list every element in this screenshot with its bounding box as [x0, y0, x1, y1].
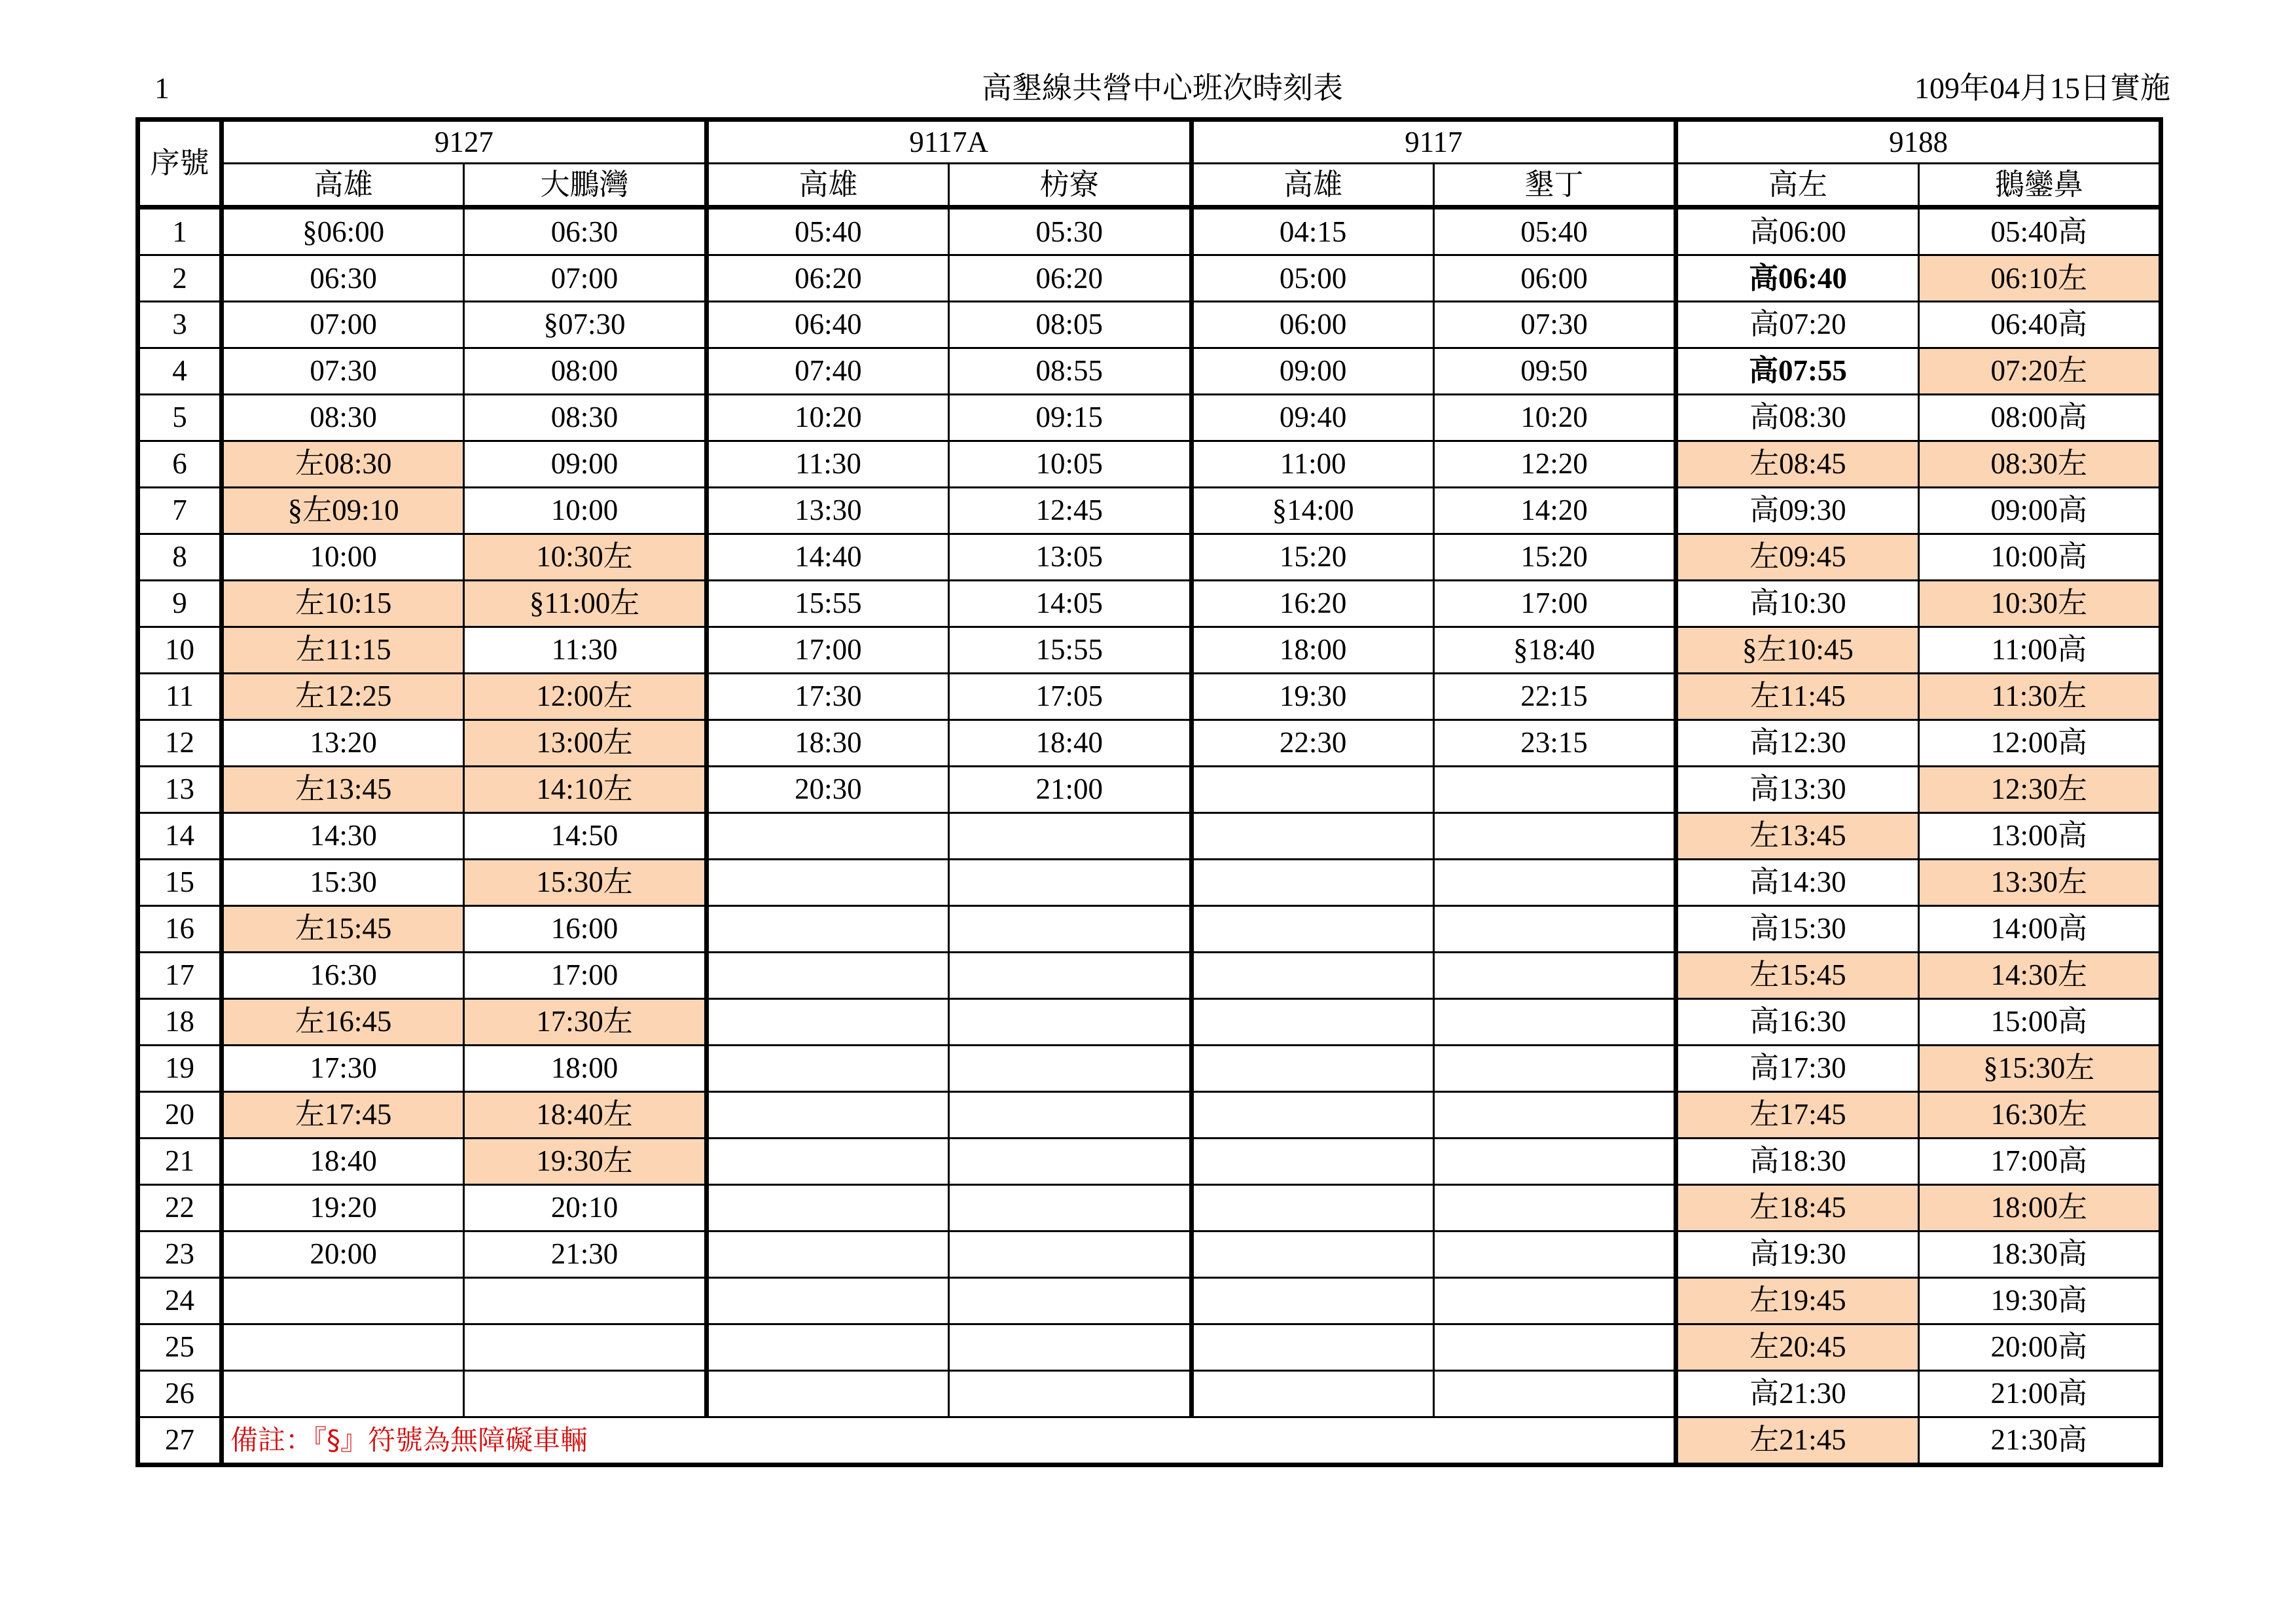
seq-cell: 10 — [138, 627, 222, 673]
time-cell — [1191, 1091, 1433, 1138]
time-cell: 14:20 — [1433, 487, 1676, 534]
time-cell: §18:40 — [1433, 627, 1676, 673]
table-row — [138, 208, 2161, 255]
time-cell: 12:45 — [949, 487, 1191, 534]
time-cell — [949, 998, 1191, 1045]
time-cell: 10:30左 — [464, 534, 706, 580]
time-cell: 12:30左 — [1918, 766, 2161, 812]
time-cell — [706, 1184, 948, 1231]
time-cell: 11:30 — [464, 627, 706, 673]
seq-cell: 22 — [138, 1184, 222, 1231]
time-cell — [706, 1138, 948, 1184]
time-cell: 23:15 — [1433, 720, 1676, 766]
time-cell: 18:00左 — [1918, 1184, 2161, 1231]
time-cell: 左10:15 — [222, 580, 464, 627]
time-cell: 17:30 — [222, 1045, 464, 1091]
time-cell: 09:00 — [1191, 348, 1433, 394]
time-cell: 15:30左 — [464, 859, 706, 905]
time-cell: 12:20 — [1433, 441, 1676, 487]
time-cell: 10:20 — [1433, 394, 1676, 441]
time-cell: 15:20 — [1191, 534, 1433, 580]
time-cell — [706, 1324, 948, 1370]
time-cell: 14:05 — [949, 580, 1191, 627]
time-cell: 17:05 — [949, 673, 1191, 720]
time-cell: 高08:30 — [1676, 394, 1918, 441]
route-header: 9117 — [1191, 120, 1676, 164]
time-cell: 左12:25 — [222, 673, 464, 720]
table-row — [138, 1138, 2161, 1184]
table-row — [138, 673, 2161, 720]
time-cell: 左11:45 — [1676, 673, 1918, 720]
seq-cell: 15 — [138, 859, 222, 905]
time-cell — [1191, 1370, 1433, 1417]
stop-header: 高雄 — [1191, 164, 1433, 208]
time-cell: 08:30 — [464, 394, 706, 441]
table-row — [138, 1370, 2161, 1417]
time-cell — [464, 1277, 706, 1324]
seq-cell: 6 — [138, 441, 222, 487]
time-cell: 高19:30 — [1676, 1231, 1918, 1277]
time-cell: 07:20左 — [1918, 348, 2161, 394]
seq-cell: 23 — [138, 1231, 222, 1277]
time-cell: 18:40 — [949, 720, 1191, 766]
time-cell — [949, 1138, 1191, 1184]
time-cell — [949, 1184, 1191, 1231]
table-row — [138, 1045, 2161, 1091]
time-cell: 18:30 — [706, 720, 948, 766]
time-cell: 14:40 — [706, 534, 948, 580]
time-cell — [949, 812, 1191, 859]
time-cell: 左17:45 — [222, 1091, 464, 1138]
table-row — [138, 905, 2161, 952]
time-cell: 20:00 — [222, 1231, 464, 1277]
seq-cell: 7 — [138, 487, 222, 534]
time-cell — [1191, 1324, 1433, 1370]
time-cell: 14:00高 — [1918, 905, 2161, 952]
timetable — [135, 117, 2163, 1467]
time-cell: 左20:45 — [1676, 1324, 1918, 1370]
seq-cell: 11 — [138, 673, 222, 720]
time-cell: 17:30 — [706, 673, 948, 720]
time-cell — [1191, 1045, 1433, 1091]
time-cell: 17:30左 — [464, 998, 706, 1045]
route-header: 9188 — [1676, 120, 2161, 164]
time-cell: 左08:45 — [1676, 441, 1918, 487]
time-cell: §左10:45 — [1676, 627, 1918, 673]
time-cell: 21:30高 — [1918, 1417, 2161, 1465]
time-cell: 17:00 — [464, 952, 706, 998]
time-cell — [1433, 1370, 1676, 1417]
time-cell: 高07:55 — [1676, 348, 1918, 394]
time-cell: 13:00左 — [464, 720, 706, 766]
time-cell: 19:30左 — [464, 1138, 706, 1184]
time-cell: 16:00 — [464, 905, 706, 952]
time-cell: 左19:45 — [1676, 1277, 1918, 1324]
seq-cell: 13 — [138, 766, 222, 812]
time-cell — [1433, 1138, 1676, 1184]
time-cell: 高06:40 — [1676, 255, 1918, 302]
time-cell: 高09:30 — [1676, 487, 1918, 534]
route-header: 9117A — [706, 120, 1191, 164]
table-row — [138, 255, 2161, 302]
time-cell — [1191, 766, 1433, 812]
seq-cell: 25 — [138, 1324, 222, 1370]
time-cell: 高18:30 — [1676, 1138, 1918, 1184]
table-row — [138, 1324, 2161, 1370]
time-cell — [706, 859, 948, 905]
time-cell — [1433, 859, 1676, 905]
table-row — [138, 766, 2161, 812]
time-cell — [706, 952, 948, 998]
time-cell: 15:20 — [1433, 534, 1676, 580]
time-cell: 15:00高 — [1918, 998, 2161, 1045]
table-row — [138, 998, 2161, 1045]
time-cell — [222, 1277, 464, 1324]
time-cell: 09:00高 — [1918, 487, 2161, 534]
seq-cell: 16 — [138, 905, 222, 952]
time-cell: 22:30 — [1191, 720, 1433, 766]
time-cell: 左15:45 — [222, 905, 464, 952]
time-cell — [1191, 1277, 1433, 1324]
time-cell: 06:30 — [222, 255, 464, 302]
time-cell: 15:55 — [706, 580, 948, 627]
time-cell: 06:20 — [949, 255, 1191, 302]
stop-header-row — [138, 164, 2161, 208]
seq-cell: 26 — [138, 1370, 222, 1417]
table-row — [138, 859, 2161, 905]
time-cell: 09:00 — [464, 441, 706, 487]
seq-cell: 8 — [138, 534, 222, 580]
time-cell — [1433, 905, 1676, 952]
time-cell: 14:10左 — [464, 766, 706, 812]
time-cell: 11:00 — [1191, 441, 1433, 487]
time-cell: 09:40 — [1191, 394, 1433, 441]
time-cell: 08:05 — [949, 302, 1191, 348]
time-cell — [1433, 1091, 1676, 1138]
time-cell — [1433, 812, 1676, 859]
seq-cell: 18 — [138, 998, 222, 1045]
table-row — [138, 394, 2161, 441]
time-cell: 10:00 — [464, 487, 706, 534]
time-cell: 左18:45 — [1676, 1184, 1918, 1231]
time-cell: 左15:45 — [1676, 952, 1918, 998]
time-cell: 06:30 — [464, 208, 706, 255]
time-cell: 05:40高 — [1918, 208, 2161, 255]
seq-cell: 20 — [138, 1091, 222, 1138]
stop-header: 枋寮 — [949, 164, 1191, 208]
time-cell: 16:30左 — [1918, 1091, 2161, 1138]
time-cell: 20:30 — [706, 766, 948, 812]
time-cell: 08:00高 — [1918, 394, 2161, 441]
time-cell: 09:50 — [1433, 348, 1676, 394]
time-cell — [949, 1324, 1191, 1370]
time-cell: 18:40左 — [464, 1091, 706, 1138]
time-cell: 16:20 — [1191, 580, 1433, 627]
time-cell — [706, 905, 948, 952]
page-number: 1 — [154, 71, 170, 105]
time-cell: 21:30 — [464, 1231, 706, 1277]
time-cell — [1433, 1045, 1676, 1091]
time-cell: 11:30 — [706, 441, 948, 487]
table-row — [138, 627, 2161, 673]
seq-cell: 17 — [138, 952, 222, 998]
time-cell: 21:00 — [949, 766, 1191, 812]
time-cell: 08:55 — [949, 348, 1191, 394]
time-cell: 19:30高 — [1918, 1277, 2161, 1324]
time-cell — [949, 1091, 1191, 1138]
time-cell: 05:30 — [949, 208, 1191, 255]
time-cell: 18:30高 — [1918, 1231, 2161, 1277]
time-cell — [1191, 1231, 1433, 1277]
time-cell: 左17:45 — [1676, 1091, 1918, 1138]
time-cell: 左21:45 — [1676, 1417, 1918, 1465]
time-cell — [949, 859, 1191, 905]
time-cell: 19:20 — [222, 1184, 464, 1231]
time-cell: 18:40 — [222, 1138, 464, 1184]
time-cell — [706, 1277, 948, 1324]
time-cell: 左09:45 — [1676, 534, 1918, 580]
seq-cell: 9 — [138, 580, 222, 627]
time-cell: 高16:30 — [1676, 998, 1918, 1045]
time-cell: 07:30 — [222, 348, 464, 394]
time-cell — [1191, 1184, 1433, 1231]
time-cell — [949, 1370, 1191, 1417]
seq-cell: 24 — [138, 1277, 222, 1324]
time-cell — [949, 1231, 1191, 1277]
time-cell: 高07:20 — [1676, 302, 1918, 348]
seq-cell: 27 — [138, 1417, 222, 1465]
time-cell: 22:15 — [1433, 673, 1676, 720]
time-cell — [1191, 812, 1433, 859]
time-cell: 14:30 — [222, 812, 464, 859]
time-cell: 05:00 — [1191, 255, 1433, 302]
time-cell: 07:00 — [464, 255, 706, 302]
seq-header: 序號 — [138, 120, 222, 208]
time-cell — [1433, 1324, 1676, 1370]
time-cell: 20:00高 — [1918, 1324, 2161, 1370]
time-cell: 07:30 — [1433, 302, 1676, 348]
time-cell: §14:00 — [1191, 487, 1433, 534]
table-row — [138, 812, 2161, 859]
seq-cell: 1 — [138, 208, 222, 255]
time-cell: 06:20 — [706, 255, 948, 302]
time-cell: 06:00 — [1191, 302, 1433, 348]
time-cell — [706, 1045, 948, 1091]
stop-header: 墾丁 — [1433, 164, 1676, 208]
time-cell: 08:30 — [222, 394, 464, 441]
time-cell: 10:20 — [706, 394, 948, 441]
time-cell: 左13:45 — [1676, 812, 1918, 859]
table-row — [138, 1417, 2161, 1465]
time-cell: 14:50 — [464, 812, 706, 859]
table-row — [138, 1277, 2161, 1324]
page-header — [154, 65, 2170, 111]
time-cell: §11:00左 — [464, 580, 706, 627]
time-cell: 左11:15 — [222, 627, 464, 673]
table-row — [138, 1231, 2161, 1277]
time-cell: 09:15 — [949, 394, 1191, 441]
time-cell — [1191, 859, 1433, 905]
time-cell: 13:20 — [222, 720, 464, 766]
time-cell — [1433, 952, 1676, 998]
time-cell: 左16:45 — [222, 998, 464, 1045]
time-cell: 06:00 — [1433, 255, 1676, 302]
seq-cell: 2 — [138, 255, 222, 302]
time-cell: 高06:00 — [1676, 208, 1918, 255]
seq-cell: 19 — [138, 1045, 222, 1091]
timetable-body — [138, 208, 2161, 1465]
time-cell: 18:00 — [1191, 627, 1433, 673]
time-cell: 04:15 — [1191, 208, 1433, 255]
time-cell: 10:00 — [222, 534, 464, 580]
seq-cell: 3 — [138, 302, 222, 348]
stop-header: 高雄 — [706, 164, 948, 208]
table-row — [138, 534, 2161, 580]
page-title: 高墾線共營中心班次時刻表 — [982, 71, 1343, 105]
time-cell: 15:55 — [949, 627, 1191, 673]
time-cell — [949, 1277, 1191, 1324]
table-row — [138, 441, 2161, 487]
time-cell: 06:10左 — [1918, 255, 2161, 302]
time-cell: 12:00左 — [464, 673, 706, 720]
table-row — [138, 580, 2161, 627]
time-cell: 08:00 — [464, 348, 706, 394]
time-cell: 10:00高 — [1918, 534, 2161, 580]
time-cell: 高13:30 — [1676, 766, 1918, 812]
time-cell — [949, 952, 1191, 998]
route-header: 9127 — [222, 120, 707, 164]
time-cell — [222, 1370, 464, 1417]
table-row — [138, 1184, 2161, 1231]
time-cell: 11:00高 — [1918, 627, 2161, 673]
stop-header: 鵝鑾鼻 — [1918, 164, 2161, 208]
seq-cell: 4 — [138, 348, 222, 394]
table-row — [138, 720, 2161, 766]
route-header-row — [138, 120, 2161, 164]
time-cell: 13:00高 — [1918, 812, 2161, 859]
time-cell: 05:40 — [706, 208, 948, 255]
time-cell — [706, 1231, 948, 1277]
time-cell: 18:00 — [464, 1045, 706, 1091]
time-cell: 06:40 — [706, 302, 948, 348]
effective-date: 109年04月15日實施 — [1914, 71, 2170, 105]
time-cell: 左13:45 — [222, 766, 464, 812]
table-row — [138, 348, 2161, 394]
time-cell: 高15:30 — [1676, 905, 1918, 952]
time-cell: 10:05 — [949, 441, 1191, 487]
time-cell — [1191, 952, 1433, 998]
seq-cell: 5 — [138, 394, 222, 441]
time-cell — [464, 1370, 706, 1417]
time-cell: 21:00高 — [1918, 1370, 2161, 1417]
stop-header: 大鵬灣 — [464, 164, 706, 208]
table-row — [138, 302, 2161, 348]
time-cell: 17:00 — [1433, 580, 1676, 627]
table-row — [138, 487, 2161, 534]
footnote: 備註：『§』符號為無障礙車輛 — [222, 1417, 1676, 1465]
time-cell: 05:40 — [1433, 208, 1676, 255]
time-cell — [949, 1045, 1191, 1091]
time-cell: 13:30左 — [1918, 859, 2161, 905]
time-cell: 高10:30 — [1676, 580, 1918, 627]
time-cell: 14:30左 — [1918, 952, 2161, 998]
time-cell — [1433, 1184, 1676, 1231]
time-cell: 13:30 — [706, 487, 948, 534]
time-cell: §左09:10 — [222, 487, 464, 534]
time-cell — [706, 1091, 948, 1138]
time-cell: 07:00 — [222, 302, 464, 348]
seq-cell: 12 — [138, 720, 222, 766]
time-cell — [1433, 1231, 1676, 1277]
time-cell: 高12:30 — [1676, 720, 1918, 766]
time-cell — [706, 812, 948, 859]
time-cell — [1433, 998, 1676, 1045]
time-cell: 13:05 — [949, 534, 1191, 580]
seq-cell: 21 — [138, 1138, 222, 1184]
time-cell: 08:30左 — [1918, 441, 2161, 487]
seq-cell: 14 — [138, 812, 222, 859]
time-cell: §06:00 — [222, 208, 464, 255]
time-cell — [1433, 1277, 1676, 1324]
time-cell: 12:00高 — [1918, 720, 2161, 766]
time-cell — [1433, 766, 1676, 812]
time-cell: 20:10 — [464, 1184, 706, 1231]
time-cell: 11:30左 — [1918, 673, 2161, 720]
time-cell — [1191, 905, 1433, 952]
time-cell: 10:30左 — [1918, 580, 2161, 627]
time-cell: 高21:30 — [1676, 1370, 1918, 1417]
time-cell: 左08:30 — [222, 441, 464, 487]
time-cell — [706, 998, 948, 1045]
table-row — [138, 1091, 2161, 1138]
time-cell: 19:30 — [1191, 673, 1433, 720]
time-cell: 06:40高 — [1918, 302, 2161, 348]
time-cell: §15:30左 — [1918, 1045, 2161, 1091]
time-cell — [1191, 998, 1433, 1045]
table-row — [138, 952, 2161, 998]
time-cell — [464, 1324, 706, 1370]
time-cell: 16:30 — [222, 952, 464, 998]
time-cell: 17:00 — [706, 627, 948, 673]
stop-header: 高左 — [1676, 164, 1918, 208]
stop-header: 高雄 — [222, 164, 464, 208]
time-cell — [1191, 1138, 1433, 1184]
time-cell: 17:00高 — [1918, 1138, 2161, 1184]
time-cell: 07:40 — [706, 348, 948, 394]
time-cell: 高14:30 — [1676, 859, 1918, 905]
time-cell — [949, 905, 1191, 952]
time-cell — [222, 1324, 464, 1370]
time-cell — [706, 1370, 948, 1417]
time-cell: 15:30 — [222, 859, 464, 905]
time-cell: §07:30 — [464, 302, 706, 348]
time-cell: 高17:30 — [1676, 1045, 1918, 1091]
